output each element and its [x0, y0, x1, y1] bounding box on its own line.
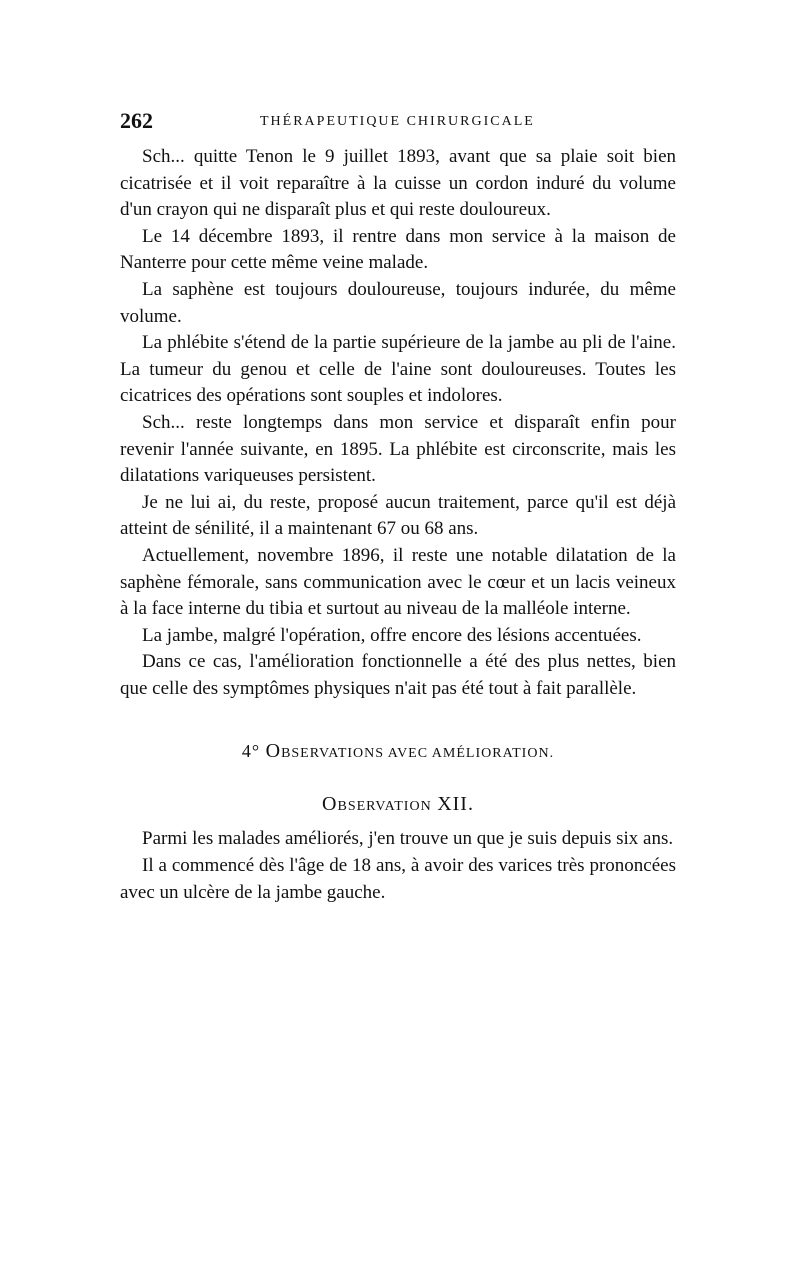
- paragraph: Il a commencé dès l'âge de 18 ans, à avoir des varices très prononcées avec un ulcère de la jambe gauche.: [120, 855, 676, 903]
- section-heading: [120, 740, 676, 763]
- paragraph: Dans ce cas, l'amélioration fonctionnelle a été des plus nettes, bien que celle des symptômes physiques n'ait pas été tout à fait parallèle.: [120, 651, 676, 699]
- running-title: THÉRAPEUTIQUE CHIRURGICALE: [260, 114, 535, 129]
- section-title: BSERVATIONS AVEC AMÉLIORATION.: [281, 746, 555, 762]
- paragraph: La jambe, malgré l'opération, offre encore des lésions accentuées.: [142, 624, 642, 646]
- paragraph: Sch... quitte Tenon le 9 juillet 1893, avant que sa plaie soit bien cicatrisée et il voit reparaître à la cuisse un cordon induré du volume d'un crayon qui ne disparaît plus et qui reste douloureux.: [120, 146, 676, 221]
- paragraph: Sch... reste longtemps dans mon service et disparaît enfin pour revenir l'année suivante, en 1895. La phlébite est circonscrite, mais les dilatations variqueuses persistent.: [120, 411, 676, 487]
- section-number: 4°: [241, 741, 261, 762]
- observation-label: BSERVATION: [337, 799, 432, 815]
- paragraph: Actuellement, novembre 1896, il reste une notable dilatation de la saphène fémorale, sans communication avec le cœur et un lacis veineux à la face interne du tibia et surtout au niveau de la malléole interne.: [120, 544, 676, 620]
- observation-initial: O: [322, 793, 338, 816]
- running-head: [120, 108, 676, 144]
- page-body: [120, 108, 676, 906]
- paragraph: Parmi les malades améliorés, j'en trouve un que je suis depuis six ans.: [142, 828, 674, 850]
- observation-numeral: XII.: [437, 793, 474, 816]
- paragraph: La saphène est toujours douloureuse, toujours indurée, du même volume.: [120, 278, 676, 327]
- observation-heading: [120, 793, 676, 816]
- paragraph: La phlébite s'étend de la partie supérieure de la jambe au pli de l'aine. La tumeur du genou et celle de l'aine sont douloureuses. Toutes les cicatrices des opérations sont souples et indolores.: [120, 332, 676, 407]
- section-initial: O: [265, 740, 282, 763]
- paragraph: Je ne lui ai, du reste, proposé aucun traitement, parce qu'il est déjà atteint de sénilité, il a maintenant 67 ou 68 ans.: [120, 491, 676, 540]
- paragraph: Le 14 décembre 1893, il rentre dans mon service à la maison de Nanterre pour cette même veine malade.: [120, 225, 676, 274]
- page-number: 262: [120, 108, 153, 133]
